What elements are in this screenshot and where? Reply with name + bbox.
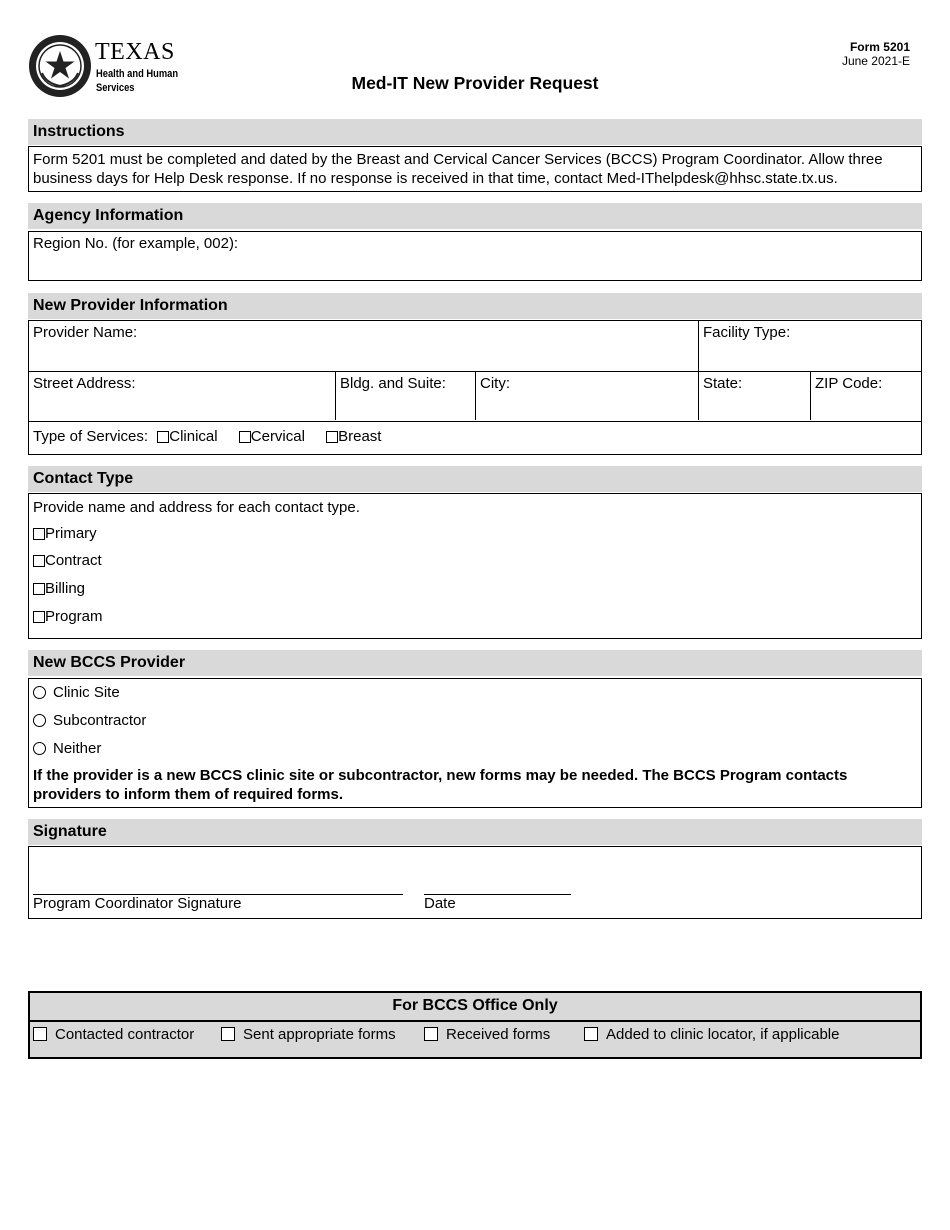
service-clinical[interactable]: Clinical	[157, 428, 217, 445]
contact-contract[interactable]: Contract	[33, 552, 102, 569]
form-date: June 2021-E	[841, 54, 910, 68]
bccs-note-line-1: If the provider is a new BCCS clinic site or subcontractor, new forms may be needed. The BCCS Program contacts	[33, 767, 848, 784]
zip-code-field[interactable]	[811, 372, 921, 421]
office-only-heading: For BCCS Office Only	[30, 993, 920, 1022]
contacted-checkbox[interactable]	[33, 1027, 47, 1041]
neither-radio[interactable]	[33, 742, 46, 755]
instructions-heading: Instructions	[28, 119, 922, 145]
city-field[interactable]	[476, 372, 698, 421]
form-number: Form 5201	[849, 40, 910, 54]
contact-primary[interactable]: Primary	[33, 525, 97, 542]
contact-box	[28, 493, 922, 639]
signature-box	[28, 846, 922, 919]
date-label: Date	[424, 895, 456, 912]
contract-checkbox[interactable]	[33, 555, 45, 567]
provider-heading: New Provider Information	[28, 293, 922, 319]
zip-code-label: ZIP Code:	[815, 375, 883, 392]
cervical-checkbox[interactable]	[239, 431, 251, 443]
office-received-forms[interactable]: Received forms	[424, 1026, 550, 1043]
street-address-label: Street Address:	[33, 375, 136, 392]
option-neither[interactable]: Neither	[33, 740, 101, 757]
city-label: City:	[480, 375, 510, 392]
region-field[interactable]	[28, 231, 922, 281]
service-cervical[interactable]: Cervical	[239, 428, 305, 445]
breast-checkbox[interactable]	[326, 431, 338, 443]
contact-intro: Provide name and address for each contact type.	[33, 499, 360, 516]
signature-label: Program Coordinator Signature	[33, 895, 242, 912]
provider-table	[28, 320, 922, 455]
bldg-suite-label: Bldg. and Suite:	[340, 375, 446, 392]
office-only-box	[28, 991, 922, 1059]
state-label: State:	[703, 375, 743, 392]
service-breast[interactable]: Breast	[326, 428, 381, 445]
facility-type-label: Facility Type:	[703, 324, 791, 341]
clinic-locator-checkbox[interactable]	[584, 1027, 598, 1041]
bldg-suite-field[interactable]	[336, 372, 475, 421]
instructions-line-2: business days for Help Desk response. If no response is received in that time, contact Med-IThelpdesk@hhsc.state.tx.us.	[33, 170, 838, 187]
facility-type-field[interactable]	[699, 321, 921, 371]
received-forms-checkbox[interactable]	[424, 1027, 438, 1041]
contact-heading: Contact Type	[28, 466, 922, 492]
street-address-field[interactable]	[29, 372, 335, 421]
primary-checkbox[interactable]	[33, 528, 45, 540]
program-checkbox[interactable]	[33, 611, 45, 623]
clinic-site-radio[interactable]	[33, 686, 46, 699]
subcontractor-radio[interactable]	[33, 714, 46, 727]
provider-name-label: Provider Name:	[33, 324, 138, 341]
office-sent-forms[interactable]: Sent appropriate forms	[221, 1026, 396, 1043]
signature-heading: Signature	[28, 819, 922, 845]
page-title: Med-IT New Provider Request	[351, 73, 599, 93]
bccs-note-line-2: providers to inform them of required forms.	[33, 786, 344, 803]
office-clinic-locator[interactable]: Added to clinic locator, if applicable	[584, 1026, 839, 1043]
contact-program[interactable]: Program	[33, 608, 103, 625]
bccs-box	[28, 678, 922, 808]
state-field[interactable]	[699, 372, 810, 421]
contact-billing[interactable]: Billing	[33, 580, 85, 597]
office-contacted[interactable]: Contacted contractor	[33, 1026, 194, 1043]
bccs-heading: New BCCS Provider	[28, 650, 922, 676]
instructions-line-1: Form 5201 must be completed and dated by the Breast and Cervical Cancer Services (BCCS) Program Coordinator. Allow three	[33, 151, 883, 168]
option-clinic-site[interactable]: Clinic Site	[33, 684, 120, 701]
type-of-services-label: Type of Services:	[33, 428, 149, 445]
instructions-box	[28, 146, 922, 192]
logo-state-text: TEXAS	[95, 39, 175, 65]
agency-heading: Agency Information	[28, 203, 922, 229]
form-number-block	[842, 40, 910, 68]
option-subcontractor[interactable]: Subcontractor	[33, 712, 146, 729]
billing-checkbox[interactable]	[33, 583, 45, 595]
type-of-services-row	[33, 428, 381, 445]
logo-agency-line1: Health and Human	[96, 68, 179, 80]
region-label: Region No. (for example, 002):	[33, 235, 239, 252]
clinical-checkbox[interactable]	[157, 431, 169, 443]
logo-agency-line2: Services	[96, 82, 135, 94]
sent-forms-checkbox[interactable]	[221, 1027, 235, 1041]
provider-name-field[interactable]	[29, 321, 698, 371]
